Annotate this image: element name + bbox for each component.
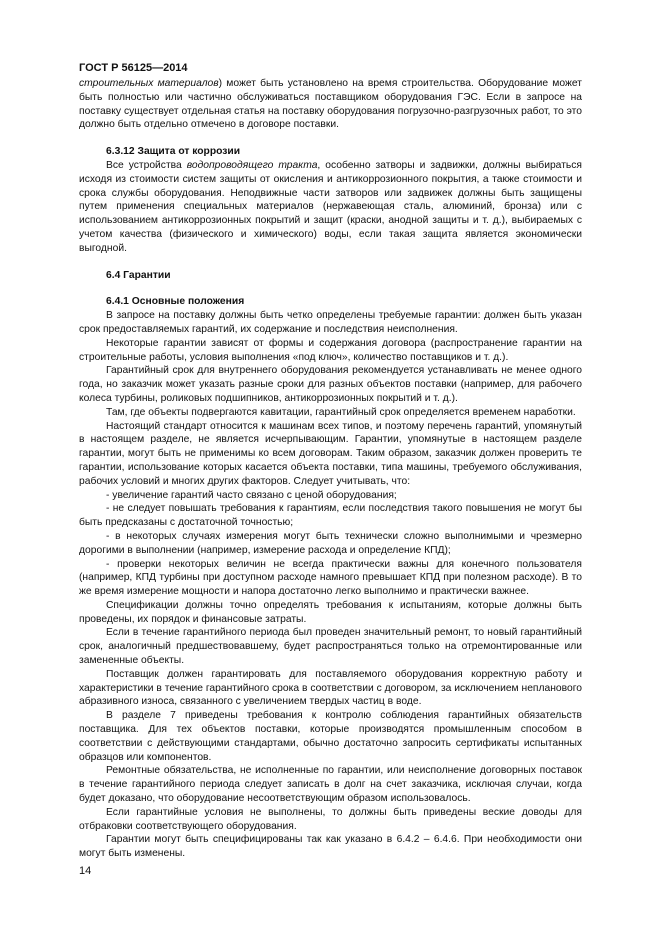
paragraph: В запросе на поставку должны быть четко определены требуемые гарантии: должен быть указан срок предоставляемых гарантий, их содержание и последствия неисполнения.: [79, 310, 582, 335]
paragraph: Все устройства водопроводящего тракта, особенно затворы и задвижки, должны выбираться исходя из стоимости систем защиты от окисления и антикоррозионного покрытия, а также стоимости и срока службы оборудования. Неподвижные части затворов или задвижек должны быть защищены путем применения специальных материалов (нержавеющая сталь, алюминий, бронза) или с использованием антикоррозионных покрытий и защит (краски, анодной защиты и т. д.), выбираемых с учетом качества (физического и химического) воды, если такая защита является экономически выгодной.: [79, 159, 582, 254]
document-body: [79, 77, 582, 861]
list-item: - увеличение гарантий часто связано с ценой оборудования;: [106, 489, 397, 501]
section-heading-6-4-1: 6.4.1 Основные положения: [106, 296, 245, 308]
list-item: - проверки некоторых величин не всегда практически важны для конечного пользователя (например, КПД турбины при доступном расходе намного превышает КПД при полезном расходе). В то же время измерение мощности и напора достаточно легко выполнимо и практически важнее.: [79, 558, 582, 598]
italic-term: строительных материалов: [79, 78, 219, 89]
list-item: - в некоторых случаях измерения могут быть технически сложно выполнимыми и чрезмерно дорогими в выполнении (например, измерение расхода и определение КПД);: [79, 530, 582, 556]
page-number: 14: [79, 865, 92, 877]
paragraph: Спецификации должны точно определять требования к испытаниям, которые должны быть проведены, их порядок и финансовые затраты.: [79, 599, 582, 625]
paragraph: Поставщик должен гарантировать для поставляемого оборудования корректную работу и характеристики в течение гарантийного срока в соответствии с договором, за исключением непланового абразивного износа, связанного с увеличением твердых частиц в воде.: [79, 668, 582, 708]
paragraph: Если гарантийные условия не выполнены, то должны быть приведены веские доводы для отбраковки соответствующего оборудования.: [79, 806, 582, 832]
paragraph: строительных материалов) может быть установлено на время строительства. Оборудование может быть полностью или частично обслуживаться поставщиком оборудования ГЭС. Если в запросе на поставку существует отдельная статья на поставку оборудования погрузочно-разгрузочных работ, то это должно быть отдельно отмечено в договоре поставки.: [79, 78, 582, 131]
paragraph: Некоторые гарантии зависят от формы и содержания договора (распространение гарантии на строительные работы, условия выполнения «под ключ», количество поставщиков и т. д.).: [79, 337, 582, 363]
paragraph: В разделе 7 приведены требования к контролю соблюдения гарантийных обязательств поставщика. Для тех объектов поставки, которые производятся промышленным способом в соответствии с действующими стандартами, обычно достаточно запросить сертификаты испытанных образцов или компонентов.: [79, 710, 582, 763]
section-heading-6-3-12: 6.3.12 Защита от коррозии: [106, 146, 241, 158]
list-item: - не следует повышать требования к гарантиям, если последствия такого повышения не могут бы быть предсказаны с достаточной точностью;: [79, 503, 582, 529]
italic-term: водопроводящего тракта: [186, 159, 318, 171]
paragraph: Настоящий стандарт относится к машинам всех типов, и поэтому перечень гарантий, упомянутый в настоящем разделе, не является исчерпывающим. Гарантии, упомянутые в настоящем разделе гарантии, могут быть не применимы ко всем договорам. Таким образом, заказчик должен проверить те гарантии, использование которых касается объекта поставки, типа машины, требуемого обслуживания, рабочих условий и многих других факторов. Следует учитывать, что:: [79, 420, 582, 487]
standard-header: ГОСТ Р 56125—2014: [79, 62, 188, 74]
paragraph: Гарантийный срок для внутреннего оборудования рекомендуется устанавливать не менее одного года, но заказчик может указать разные сроки для разных объектов поставки (например, для рабочего колеса турбины, роликовых подшипников, антикоррозионных покрытий и т. д.).: [79, 365, 582, 404]
section-heading-6-4: 6.4 Гарантии: [106, 269, 171, 281]
paragraph: Там, где объекты подвергаются кавитации, гарантийный срок определяется временем наработки.: [106, 406, 576, 418]
paragraph: Гарантии могут быть специфицированы так как указано в 6.4.2 – 6.4.6. При необходимости они могут быть изменены.: [79, 834, 582, 860]
paragraph: Ремонтные обязательства, не исполненные по гарантии, или неисполнение договорных поставок в течение гарантийного периода следует записать в долг на счет заказчика, исключая случаи, когда будет доказано, что оборудование несоответствующим образом использовалось.: [79, 765, 582, 805]
paragraph: Если в течение гарантийного периода был проведен значительный ремонт, то новый гарантийный срок, аналогичный предшествовавшему, будет распространяться только на отремонтированные или замененные объекты.: [79, 627, 582, 667]
